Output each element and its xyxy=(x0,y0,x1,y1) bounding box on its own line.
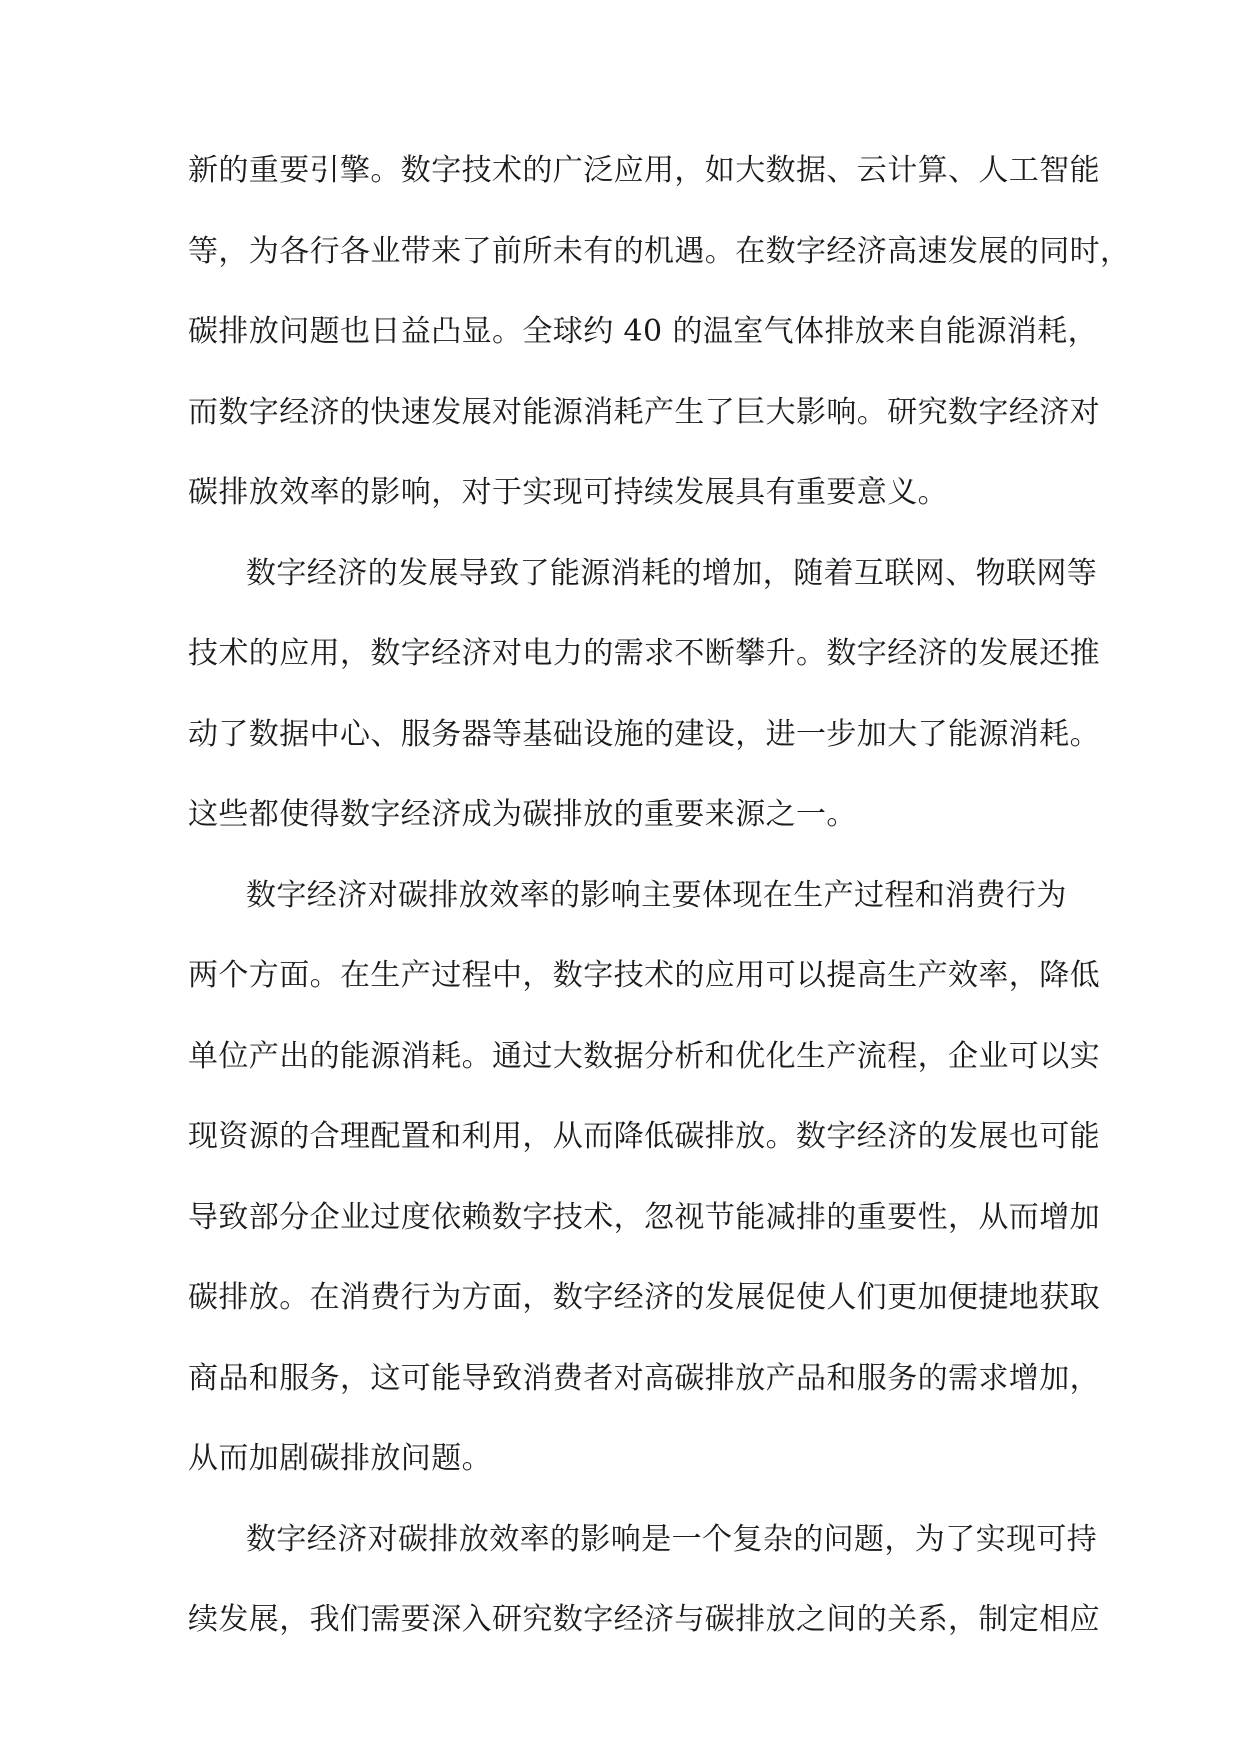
text-line: 续发展，我们需要深入研究数字经济与碳排放之间的关系，制定相应 xyxy=(188,1602,1100,1637)
text-line: 碳排放。在消费行为方面，数字经济的发展促使人们更加便捷地获取 xyxy=(188,1280,1100,1315)
text-line: 这些都使得数字经济成为碳排放的重要来源之一。 xyxy=(188,797,857,832)
text-line: 从而加剧碳排放问题。 xyxy=(188,1441,492,1476)
text-line: 两个方面。在生产过程中，数字技术的应用可以提高生产效率，降低 xyxy=(188,958,1100,993)
text-line: 导致部分企业过度依赖数字技术，忽视节能减排的重要性，从而增加 xyxy=(188,1199,1100,1235)
text-line: 商品和服务，这可能导致消费者对高碳排放产品和服务的需求增加， xyxy=(188,1360,1100,1396)
text-line: 碳排放问题也日益凸显。全球约 40 的温室气体排放来自能源消耗， xyxy=(188,314,1099,349)
paragraph-first-line: 数字经济对碳排放效率的影响主要体现在生产过程和消费行为 xyxy=(246,877,1067,913)
text-line: 现资源的合理配置和利用，从而降低碳排放。数字经济的发展也可能 xyxy=(188,1119,1100,1154)
text-line: 技术的应用，数字经济对电力的需求不断攀升。数字经济的发展还推 xyxy=(188,636,1100,671)
text-line: 碳排放效率的影响，对于实现可持续发展具有重要意义。 xyxy=(188,475,948,510)
text-line: 单位产出的能源消耗。通过大数据分析和优化生产流程，企业可以实 xyxy=(188,1038,1100,1074)
text-line: 动了数据中心、服务器等基础设施的建设，进一步加大了能源消耗。 xyxy=(188,716,1100,752)
paragraph-first-line: 数字经济对碳排放效率的影响是一个复杂的问题，为了实现可持 xyxy=(246,1521,1098,1557)
text-line: 等，为各行各业带来了前所未有的机遇。在数字经济高速发展的同时， xyxy=(188,233,1131,269)
paragraph-first-line: 数字经济的发展导致了能源消耗的增加，随着互联网、物联网等 xyxy=(246,555,1098,591)
text-line: 新的重要引擎。数字技术的广泛应用，如大数据、云计算、人工智能 xyxy=(188,153,1100,188)
body-text xyxy=(188,145,1131,1675)
text-line: 而数字经济的快速发展对能源消耗产生了巨大影响。研究数字经济对 xyxy=(188,394,1100,430)
